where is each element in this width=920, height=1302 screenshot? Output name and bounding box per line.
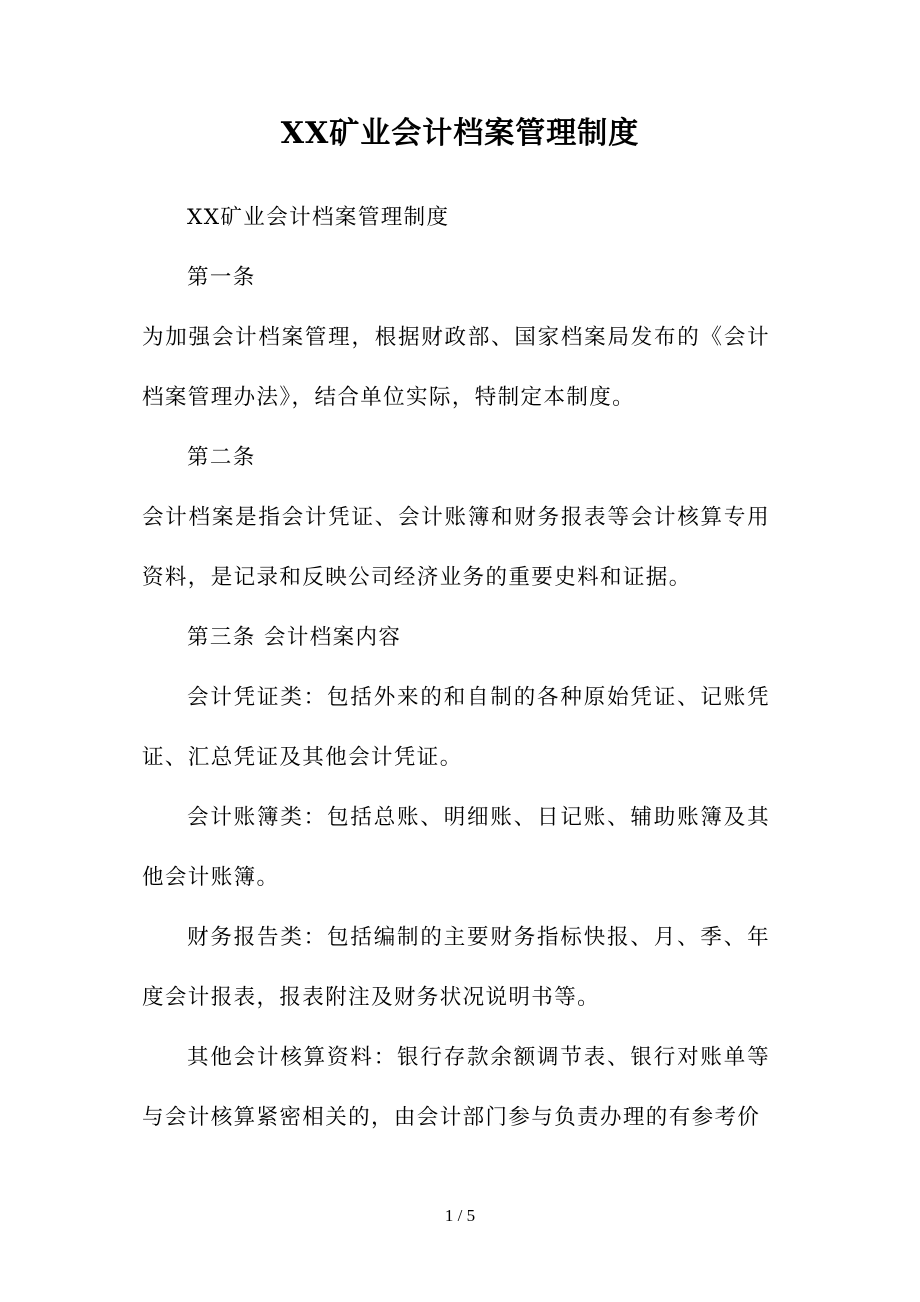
article-2-text: 会计档案是指会计凭证、会计账簿和财务报表等会计核算专用资料，是记录和反映公司经济业务的重要史料和证据。 xyxy=(142,505,770,590)
page-number: 1 / 5 xyxy=(444,1206,476,1225)
ledgers-paragraph: 会计账簿类：包括总账、明细账、日记账、辅助账簿及其他会计账簿。 xyxy=(142,805,770,890)
financial-reports-paragraph: 财务报告类：包括编制的主要财务指标快报、月、季、年度会计报表，报表附注及财务状况说明书等。 xyxy=(142,925,770,1010)
article-2-heading: 第二条 xyxy=(187,445,256,470)
document-body xyxy=(142,188,770,1148)
article-1-heading: 第一条 xyxy=(187,265,256,290)
paragraph-heading: XX矿业会计档案管理制度 xyxy=(187,205,450,230)
vouchers-paragraph: 会计凭证类：包括外来的和自制的各种原始凭证、记账凭证、汇总凭证及其他会计凭证。 xyxy=(142,685,770,770)
other-materials-paragraph: 其他会计核算资料：银行存款余额调节表、银行对账单等与会计核算紧密相关的，由会计部门参与负责办理的有参考价 xyxy=(142,1045,770,1130)
document-title: XX矿业会计档案管理制度 xyxy=(280,116,640,151)
article-1-text: 为加强会计档案管理，根据财政部、国家档案局发布的《会计档案管理办法》，结合单位实际，特制定本制度。 xyxy=(142,325,770,410)
article-3-heading: 第三条 会计档案内容 xyxy=(187,625,402,650)
